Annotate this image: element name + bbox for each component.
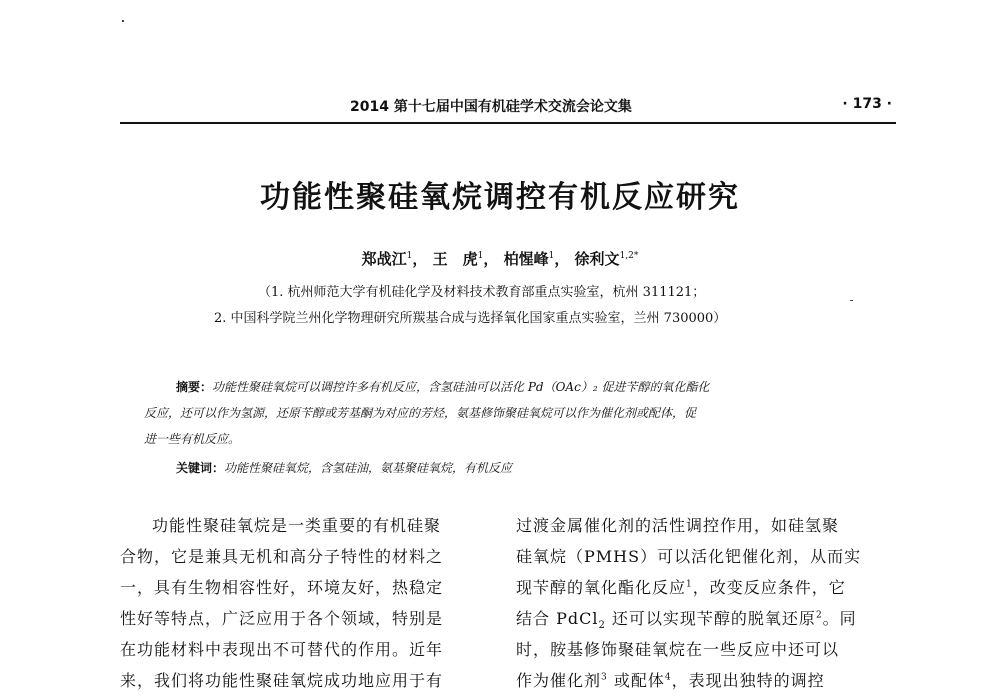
author-name: 徐利文 [574,250,620,268]
body-text: ，改变反应条件，它 [692,578,846,597]
body-line [516,665,894,696]
keywords-label: 关键词： [176,461,225,475]
body-line: 过渡金属催化剂的活性调控作用，如硅氢聚 [516,516,840,535]
body-line: 功能性聚硅氧烷是一类重要的有机硅聚 [152,516,442,535]
header-rule [120,122,896,124]
keywords [176,459,512,476]
citation-ref: 4 [664,672,672,683]
body-line: 硅氧烷（PMHS）可以活化钯催化剂，从而实 [516,547,862,566]
body-line: 来，我们将功能性聚硅氧烷成功地应用于有 [120,671,444,690]
body-column-left [120,510,498,696]
author-name: 郑战江 [361,250,407,268]
paper-title: 功能性聚硅氧烷调控有机反应研究 [260,180,740,215]
abstract [144,374,864,452]
author-affil-mark: 1 [548,251,555,261]
body-text: 结合 PdCl [516,609,599,628]
body-text: 。同 [822,609,857,628]
scan-speck [122,20,124,22]
body-line [516,572,894,603]
author-affil-mark: 1 [406,251,413,261]
body-line: 一，具有生物相容性好，环境友好，热稳定 [120,578,444,597]
affiliation-2: 2. 中国科学院兰州化学物理研究所羰基合成与选择氧化国家重点实验室，兰州 730000） [214,311,727,326]
body-line: 合物，它是兼具无机和高分子特性的材料之 [120,547,444,566]
keywords-text: 功能性聚硅氧烷，含氢硅油，氨基聚硅氧烷，有机反应 [224,461,513,475]
abstract-line: 反应，还可以作为氢源，还原苄醇或芳基酮为对应的芳烃，氨基修饰聚硅氧烷可以作为催化剂或配体，促 [144,406,697,420]
scan-speck [850,300,853,301]
affiliation-1: （1. 杭州师范大学有机硅化学及材料技术教育部重点实验室，杭州 311121； [258,285,706,300]
body-text: 或配体 [607,671,665,690]
author-affil-mark: 1 [477,251,484,261]
author-affil-mark: 1,2* [619,251,639,261]
citation-ref: 2 [815,610,823,621]
body-line: 时，胺基修饰聚硅氧烷在一些反应中还可以 [516,640,840,659]
abstract-text: 功能性聚硅氧烷可以调控许多有机反应，含氢硅油可以活化 Pd（OAc）₂ 促进苄醇的氧化酯化 [212,380,710,394]
body-text: ，表现出独特的调控 [671,671,825,690]
body-line: 性好等特点，广泛应用于各个领域，特别是 [120,609,444,628]
body-column-right [516,510,894,696]
abstract-line: 进一些有机反应。 [144,432,241,446]
running-header [120,96,896,118]
citation-ref: 1 [686,579,693,590]
body-line: 在功能材料中表现出不可替代的作用。近年 [120,640,444,659]
abstract-line [144,374,864,400]
body-line [516,603,894,634]
body-text: 现苄醇的氧化酯化反应 [516,578,687,597]
author-name: 柏惺峰 [503,250,549,268]
body-text: 作为催化剂 [516,671,602,690]
chem-subscript: 2 [598,620,606,632]
author-list: 郑战江$^1$， 王 虎$^1$， 柏惺峰$^1$， 徐利文$^{1,2*}$ [361,250,639,268]
abstract-label: 摘要： [176,380,213,394]
citation-ref: 3 [601,672,608,683]
journal-title: 2014 第十七届中国有机硅学术交流会论文集 [350,99,632,115]
author-name: 王 虎 [432,250,478,268]
body-text: 还可以实现苄醇的脱氧还原 [605,609,816,628]
page-number: · 173 · [842,96,892,112]
